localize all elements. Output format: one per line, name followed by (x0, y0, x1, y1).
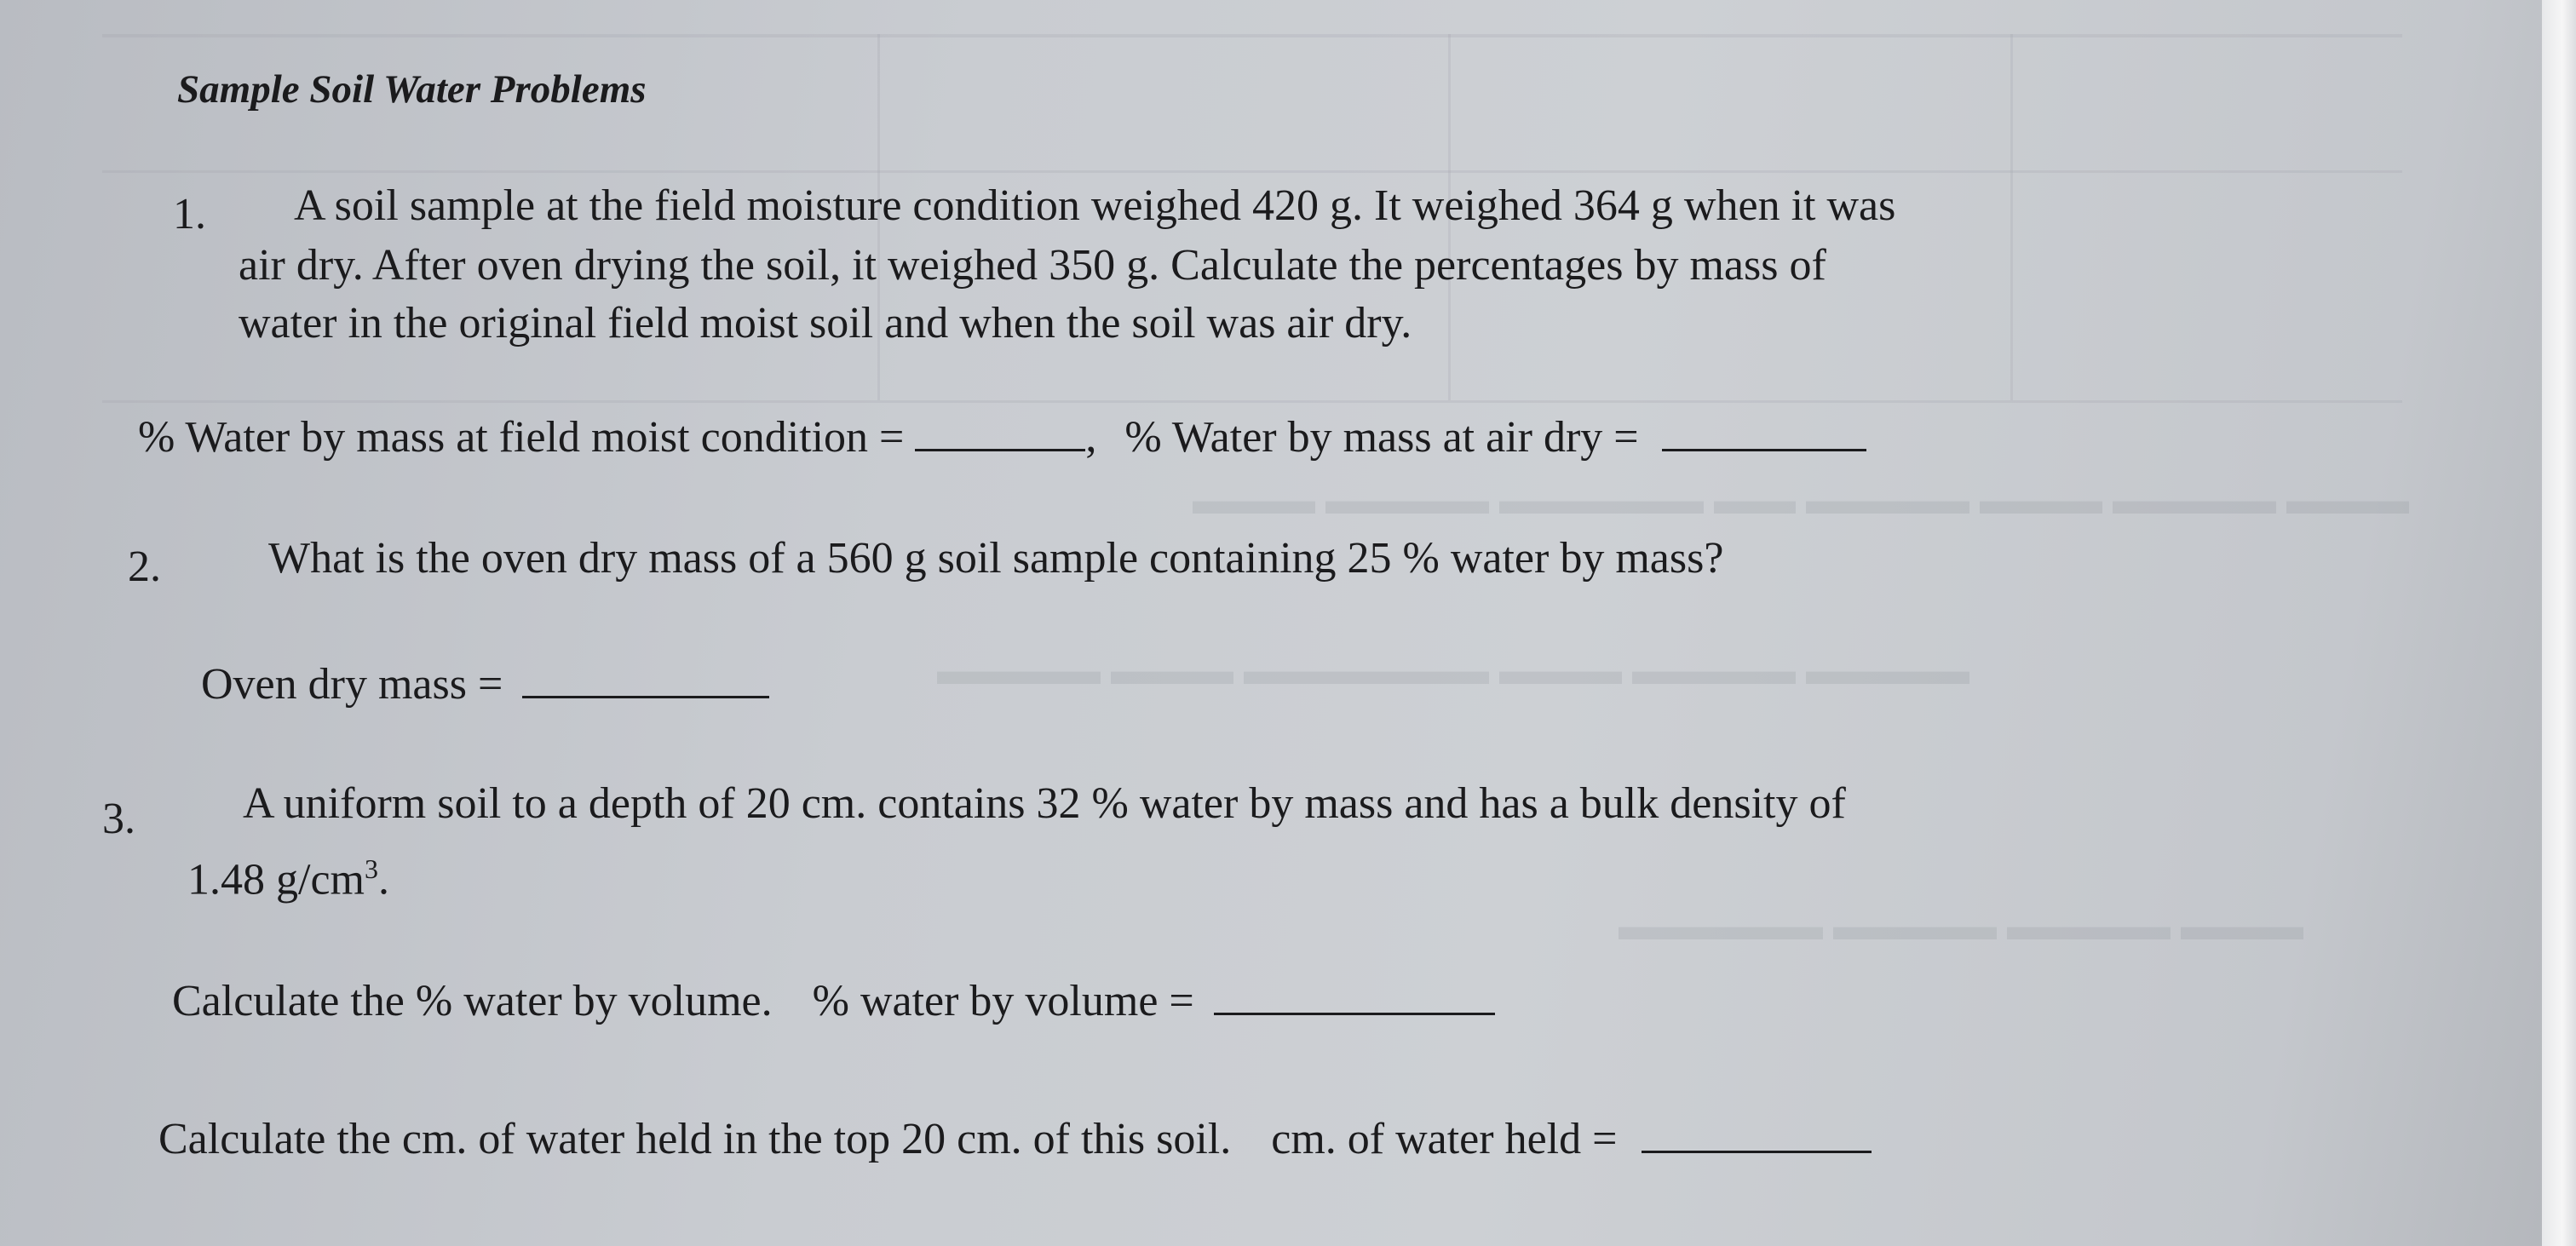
oven-dry-mass-label: Oven dry mass = (201, 660, 503, 709)
problem-2-number: 2. (128, 543, 161, 591)
problem-1-answer-row (138, 412, 1866, 462)
air-dry-label: % Water by mass at air dry = (1124, 413, 1639, 462)
page-title: Sample Soil Water Problems (177, 67, 647, 112)
volume-answer-label: % water by volume = (812, 977, 1194, 1025)
oven-dry-mass-answer-blank[interactable] (522, 662, 769, 698)
page-edge (2542, 0, 2576, 1246)
volume-answer-blank[interactable] (1214, 979, 1495, 1015)
problem-2-line-1: What is the oven dry mass of a 560 g soil sample containing 25 % water by mass? (268, 534, 1724, 583)
volume-prompt: Calculate the % water by volume. (172, 977, 773, 1025)
problem-2-answer-row (201, 659, 769, 709)
problem-3-depth-row (158, 1114, 1872, 1164)
problem-1-line-1: A soil sample at the field moisture condition weighed 420 g. It weighed 364 g when it was (294, 181, 1896, 230)
problem-1-number: 1. (173, 190, 206, 238)
bleed-through-background: ▬▬▬ ▬▬▬▬ ▬▬▬▬▬ ▬▬ ▬▬▬▬ ▬▬▬ ▬▬▬▬ ▬▬▬ ▬▬▬▬ ▬▬▬ ▬▬▬▬▬▬ ▬▬▬ ▬▬▬▬ ▬▬▬▬ ▬▬▬▬▬ ▬▬▬▬ ▬▬▬▬ ▬▬▬ (0, 0, 2542, 1246)
bulk-density-value: 1.48 g/cm (187, 855, 365, 904)
problem-3-line-1: A uniform soil to a depth of 20 cm. contains 32 % water by mass and has a bulk density of (243, 779, 1846, 828)
field-moist-answer-blank[interactable] (915, 415, 1085, 451)
problem-1-line-3: water in the original field moist soil and when the soil was air dry. (239, 299, 1412, 347)
depth-answer-blank[interactable] (1642, 1117, 1872, 1153)
problem-3-number: 3. (102, 795, 135, 843)
field-moist-label: % Water by mass at field moist condition = (138, 413, 905, 462)
bulk-density-period: . (377, 855, 389, 904)
depth-prompt: Calculate the cm. of water held in the top 20 cm. of this soil. (158, 1115, 1232, 1163)
problem-1-line-2: air dry. After oven drying the soil, it weighed 350 g. Calculate the percentages by mass of (239, 241, 1826, 290)
bulk-density-exponent: 3 (364, 853, 378, 884)
problem-3-line-2 (187, 853, 389, 904)
problem-3-volume-row (172, 976, 1495, 1026)
depth-answer-label: cm. of water held = (1271, 1115, 1618, 1163)
air-dry-answer-blank[interactable] (1662, 415, 1866, 451)
answer-separator: , (1085, 413, 1097, 462)
